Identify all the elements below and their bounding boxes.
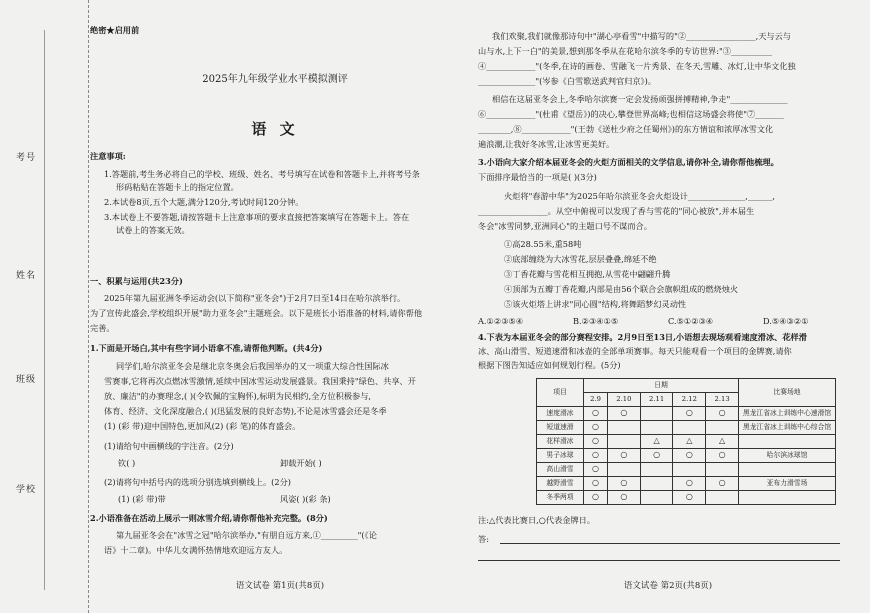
header-date: 日期 xyxy=(584,379,739,393)
binding-line xyxy=(44,30,45,590)
venue-cell xyxy=(739,435,836,449)
q3-option: ①高28.55米,重58吨 xyxy=(504,239,582,249)
question-3-cont: 下面排序最恰当的一项是( )(3分) xyxy=(478,172,597,182)
venue-cell: 哈尔滨冰球馆 xyxy=(739,449,836,463)
notes-title: 注意事项: xyxy=(90,151,126,161)
venue-cell xyxy=(739,463,836,477)
poem-line: 我们欢聚,我们就像那诗句中"湖心亭看雪"中描写的"②_________________,天与云与 xyxy=(492,31,791,41)
project-cell: 速度滑冰 xyxy=(537,407,584,421)
name-label: 姓名 xyxy=(16,271,37,281)
poem-line: 相信在这届亚冬会上,冬季哈尔滨赛一定会发扬顽强拼搏精神,争走"______________ xyxy=(492,94,788,104)
schedule-mark-cell: ○ xyxy=(673,407,706,421)
poem-line: ④____________"(冬季,在诗的画卷、雪融飞一片秀景、在冬天,雪雕、冰灯,让中华文化独 xyxy=(478,61,796,71)
q1-b-option: (1) (彩 带)带 xyxy=(118,494,166,504)
binding-strip xyxy=(0,0,89,613)
schedule-mark-cell xyxy=(706,491,739,505)
date-cell: 2.10 xyxy=(607,393,640,407)
schedule-mark-cell xyxy=(607,421,640,435)
schedule-mark-cell: △ xyxy=(706,435,739,449)
project-cell: 短道速滑 xyxy=(537,421,584,435)
intro-line: 2025年第九届亚洲冬季运动会(以下简称"亚冬会")于2月7日至14日在哈尔滨举行。 xyxy=(104,293,406,303)
project-cell: 冬季两项 xyxy=(537,491,584,505)
q3-option: ②底部缠绕为大冰雪花,层层叠叠,绵延不绝 xyxy=(504,254,657,264)
table-row xyxy=(537,449,836,463)
q1-text-line: 放、廉洁"的办赛理念,( )(令钦佩的宝胸怀),标明为民相约,全方位积极参与, xyxy=(104,391,371,401)
table-row xyxy=(537,477,836,491)
venue-cell: 亚布力滑雪场 xyxy=(739,477,836,491)
schedule-mark-cell xyxy=(640,407,673,421)
question-4-cont: 根据下图告知适应如何规划行程。(5分) xyxy=(478,360,621,370)
schedule-mark-cell xyxy=(673,463,706,477)
intro-line: 完善。 xyxy=(90,323,115,333)
schedule-mark-cell xyxy=(640,477,673,491)
schedule-mark-cell xyxy=(706,421,739,435)
schedule-mark-cell: ○ xyxy=(673,491,706,505)
poem-line: 遍浪潮,让我好冬冰雪,让冰雪更美好。 xyxy=(478,139,615,149)
q1-a-option: 钦( ) xyxy=(118,458,136,468)
schedule-mark-cell: ○ xyxy=(706,477,739,491)
schedule-mark-cell: ○ xyxy=(584,491,608,505)
poem-line: ⑥____________"(杜甫《望岳》)的决心,攀登世界高峰;也相信这场盛会将使"⑦_______ xyxy=(478,109,784,119)
exam-title: 2025年九年级学业水平模拟测评 xyxy=(202,74,348,85)
answer-line[interactable] xyxy=(500,543,840,544)
question-3: 3.小语向大家介绍本届亚冬会的火炬方面相关的文学信息,请你补全,请你帮他梳理。 xyxy=(478,157,779,167)
q3-choice-d[interactable]: D.⑤④③②① xyxy=(763,316,809,326)
schedule-mark-cell xyxy=(607,463,640,477)
schedule-mark-cell: ○ xyxy=(607,477,640,491)
intro-line: 为了宣传此盛会,学校组织开展"助力亚冬会"主题班会。以下是班长小语准备的材料,请你帮他 xyxy=(90,308,423,318)
schedule-mark-cell: ○ xyxy=(706,407,739,421)
q3-choice-c[interactable]: C.⑤①②③④ xyxy=(668,316,714,326)
venue-cell: 黑龙江省冰上训练中心综合馆 xyxy=(739,421,836,435)
project-cell: 高山滑雪 xyxy=(537,463,584,477)
schedule-mark-cell: ○ xyxy=(640,449,673,463)
table-row xyxy=(537,435,836,449)
schedule-mark-cell xyxy=(640,491,673,505)
note-line: 3.本试卷上不要答题,请按答题卡上注意事项的要求直接把答案填写在答题卡上。答在 xyxy=(104,212,410,222)
note-line: 形码粘贴在答题卡上的指定位置。 xyxy=(116,182,239,192)
schedule-mark-cell xyxy=(673,421,706,435)
schedule-mark-cell xyxy=(640,463,673,477)
project-cell: 男子冰球 xyxy=(537,449,584,463)
note-line: 1.答题前,考生务必将自己的学校、班级、姓名、考号填写在试卷和答题卡上,并将考号条 xyxy=(104,169,420,179)
question-2: 2.小语准备在活动上展示一则冰雪介绍,请你帮他补充完整。(8分) xyxy=(90,513,328,523)
secret-mark: 绝密★启用前 xyxy=(90,25,140,35)
answer-label: 答: xyxy=(478,534,489,544)
exam-no-label: 考号 xyxy=(16,153,37,163)
question-4-cont: 冰、高山滑雪、短道速滑和冰壶的全部单项赛事。每天只能观看一个项目的金牌赛,请你 xyxy=(478,346,792,356)
q3-text-line: 火炬将"春游中华"为2025年哈尔滨亚冬会火炬设计______________,______, xyxy=(504,191,776,201)
q1-text-line: (1) (彩 带)迎中国特色,更加风(2) (彩 笔)的体育盛会。 xyxy=(104,421,301,431)
header-venue: 比赛场地 xyxy=(739,379,836,407)
school-label: 学校 xyxy=(16,485,37,495)
schedule-mark-cell: △ xyxy=(673,435,706,449)
schedule-mark-cell: ○ xyxy=(584,477,608,491)
schedule-mark-cell xyxy=(706,463,739,477)
date-cell: 2.12 xyxy=(673,393,706,407)
schedule-mark-cell: ○ xyxy=(607,449,640,463)
left-footer: 语文试卷 第1页(共8页) xyxy=(235,581,325,591)
schedule-mark-cell: ○ xyxy=(584,463,608,477)
q1-text-line: 体育、经济、文化深度融合,( )(迅猛发展的良好态势),不论是冰雪盛会还是冬季 xyxy=(104,406,387,416)
schedule-mark-cell: ○ xyxy=(584,407,608,421)
poem-line: 山与水,上下一白"的美景,想到那冬季从在花哈尔滨冬季的专访世界:"③__________ xyxy=(478,46,772,56)
q1-sub-a: (1)请给句中画横线的字注音。(2分) xyxy=(104,441,234,451)
date-cell: 2.9 xyxy=(584,393,608,407)
table-row xyxy=(537,407,836,421)
venue-cell: 黑龙江省冰上训练中心速滑馆 xyxy=(739,407,836,421)
q3-choice-b[interactable]: B.②③④①⑤ xyxy=(573,316,619,326)
q2-text-line: 语》十二章)。中华儿女满怀热情地欢迎远方友人。 xyxy=(104,545,288,555)
schedule-mark-cell: ○ xyxy=(607,491,640,505)
q1-b-option: 风姿( )(彩 条) xyxy=(280,494,331,504)
schedule-mark-cell: ○ xyxy=(607,407,640,421)
schedule-body xyxy=(537,407,836,505)
q3-choice-a[interactable]: A.①②③⑤④ xyxy=(478,316,524,326)
schedule-table xyxy=(536,378,836,505)
q1-text-line: 同学们,哈尔滨亚冬会是继北京冬奥会后我国举办的又一项重大综合性国际冰 xyxy=(116,361,389,371)
q1-text-line: 雪赛事,它将再次点燃冰雪激情,延续中国冰雪运动发展盛景。我国秉持"绿色、共享、开 xyxy=(104,376,416,386)
right-page xyxy=(478,0,858,613)
schedule-mark-cell: ○ xyxy=(673,449,706,463)
schedule-mark-cell: ○ xyxy=(584,421,608,435)
schedule-mark-cell: ○ xyxy=(584,435,608,449)
date-cell: 2.11 xyxy=(640,393,673,407)
table-row xyxy=(537,421,836,435)
left-page xyxy=(90,0,460,613)
class-label: 班级 xyxy=(16,375,37,385)
subject-title: 语 文 xyxy=(251,120,299,138)
q2-text-line: 第九届亚冬会在"冰雪之冠"哈尔滨举办,"有朋自远方来,①_________"(《论 xyxy=(116,530,377,540)
schedule-mark-cell: ○ xyxy=(673,477,706,491)
note-line: 试卷上的答案无效。 xyxy=(116,225,190,235)
note-line: 2.本试卷8页,五个大题,满分120分,考试时间120分钟。 xyxy=(104,197,304,207)
section-1-title: 一、积累与运用(共23分) xyxy=(90,276,183,286)
project-cell: 越野滑雪 xyxy=(537,477,584,491)
q3-text-line: _________________。从空中俯视可以发现了香与雪花的"同心被放",并本届生 xyxy=(478,206,755,216)
poem-line: ________,⑧____________"(王勃《送杜少府之任蜀州》)的东方情谊和浓厚冰雪文化 xyxy=(478,124,774,134)
poem-line: ______________"(岑参《白雪歌送武判官归京》)。 xyxy=(478,76,656,86)
q1-sub-b: (2)请将句中括号内的选项分别选填到横线上。(2分) xyxy=(104,477,291,487)
venue-cell xyxy=(739,491,836,505)
schedule-mark-cell xyxy=(640,421,673,435)
q3-option: ⑤该火炬塔上讲求"同心圆"结构,将舞蹈梦幻灵动性 xyxy=(504,299,687,309)
question-1: 1.下面是开场白,其中有些字词小语拿不准,请帮他判断。(共4分) xyxy=(90,343,323,353)
q3-text-line: 冬会"冰雪同梦,亚洲同心"的主题口号不谋而合。 xyxy=(478,221,652,231)
q3-option: ③丁香花瓣与雪花相互拥抱,从雪花中翩翩升腾 xyxy=(504,269,671,279)
schedule-mark-cell: ○ xyxy=(706,449,739,463)
question-4: 4.下表为本届亚冬会的部分赛程安排。2月9日至13日,小语想去现场观看速度滑冰、花样滑 xyxy=(478,332,807,342)
table-legend: 注:△代表比赛日,○代表金牌日。 xyxy=(478,515,596,525)
schedule-mark-cell xyxy=(607,435,640,449)
q1-a-option: 卸载开始( ) xyxy=(280,458,322,468)
table-row xyxy=(537,491,836,505)
schedule-mark-cell: △ xyxy=(640,435,673,449)
project-cell: 花样滑冰 xyxy=(537,435,584,449)
schedule-mark-cell: ○ xyxy=(584,449,608,463)
table-row xyxy=(537,463,836,477)
answer-line[interactable] xyxy=(478,560,840,561)
date-cell: 2.13 xyxy=(706,393,739,407)
right-footer: 语文试卷 第2页(共8页) xyxy=(623,581,713,591)
header-project: 项目 xyxy=(537,379,584,407)
q3-option: ④顶部为五瓣丁香花瓣,内部是由56个联合会旗帜组成的燃烧烛火 xyxy=(504,284,739,294)
